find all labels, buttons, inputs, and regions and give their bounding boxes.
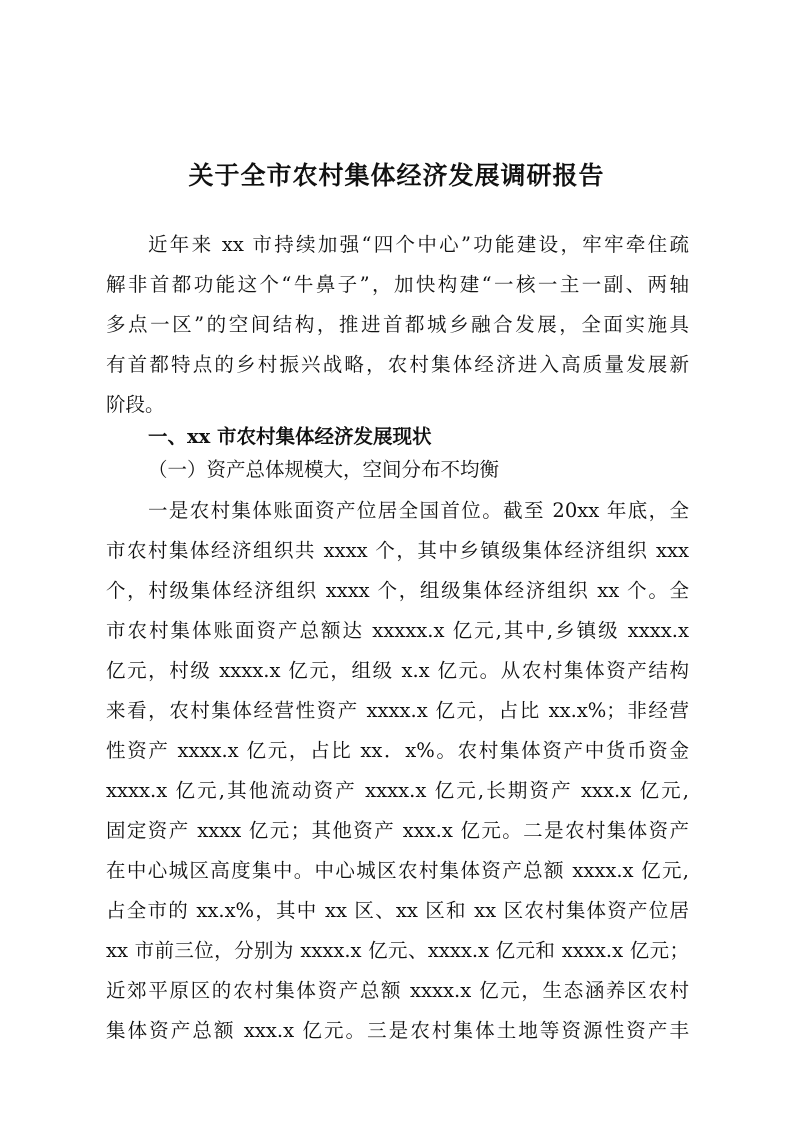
section-heading: 一、xx 市农村集体经济发展现状	[148, 425, 432, 448]
text-line: 有首都特点的乡村振兴战略，农村集体经济进入高质量发展新	[106, 353, 689, 376]
text-line: 占全市的 xx.x%，其中 xx 区、xx 区和 xx 区农村集体资产位居	[106, 899, 689, 922]
text-line: 解非首都功能这个“牛鼻子”，加快构建“一核一主一副、两轴	[106, 273, 689, 296]
text-line: 性资产 xxxx.x 亿元，占比 xx．x%。农村集体资产中货币资金	[106, 739, 689, 762]
text-line: 个，村级集体经济组织 xxxx 个，组级集体经济组织 xx 个。全	[106, 579, 689, 602]
text-line: xxxx.x 亿元,其他流动资产 xxxx.x 亿元,长期资产 xxx.x 亿元,	[106, 779, 689, 802]
text-line: 固定资产 xxxx 亿元；其他资产 xxx.x 亿元。二是农村集体资产	[106, 819, 689, 842]
document-title: 关于全市农村集体经济发展调研报告	[188, 161, 605, 190]
text-line: 多点一区”的空间结构，推进首都城乡融合发展，全面实施具	[106, 313, 689, 336]
text-line: 市农村集体经济组织共 xxxx 个，其中乡镇级集体经济组织 xxx	[106, 539, 689, 562]
text-line: 亿元，村级 xxxx.x 亿元，组级 x.x 亿元。从农村集体资产结构	[106, 659, 689, 682]
subsection-heading: （一）资产总体规模大，空间分布不均衡	[148, 458, 500, 481]
text-line: 近郊平原区的农村集体资产总额 xxxx.x 亿元，生态涵养区农村	[106, 979, 689, 1002]
intro-paragraph	[106, 225, 689, 425]
text-line: 一是农村集体账面资产位居全国首位。截至 20xx 年底，全	[148, 499, 689, 522]
text-line: 集体资产总额 xxx.x 亿元。三是农村集体土地等资源性资产丰	[106, 1019, 689, 1042]
body-paragraph	[106, 491, 689, 1051]
text-line: 来看，农村集体经营性资产 xxxx.x 亿元，占比 xx.x%；非经营	[106, 699, 689, 722]
text-line: 在中心城区高度集中。中心城区农村集体资产总额 xxxx.x 亿元,	[106, 859, 689, 882]
text-line: 市农村集体账面资产总额达 xxxxx.x 亿元,其中,乡镇级 xxxx.x	[106, 619, 689, 642]
text-line: xx 市前三位，分别为 xxxx.x 亿元、xxxx.x 亿元和 xxxx.x 亿元；	[106, 939, 689, 962]
text-line: 近年来 xx 市持续加强“四个中心”功能建设，牢牢牵住疏	[148, 233, 689, 256]
text-line: 阶段。	[106, 393, 165, 416]
